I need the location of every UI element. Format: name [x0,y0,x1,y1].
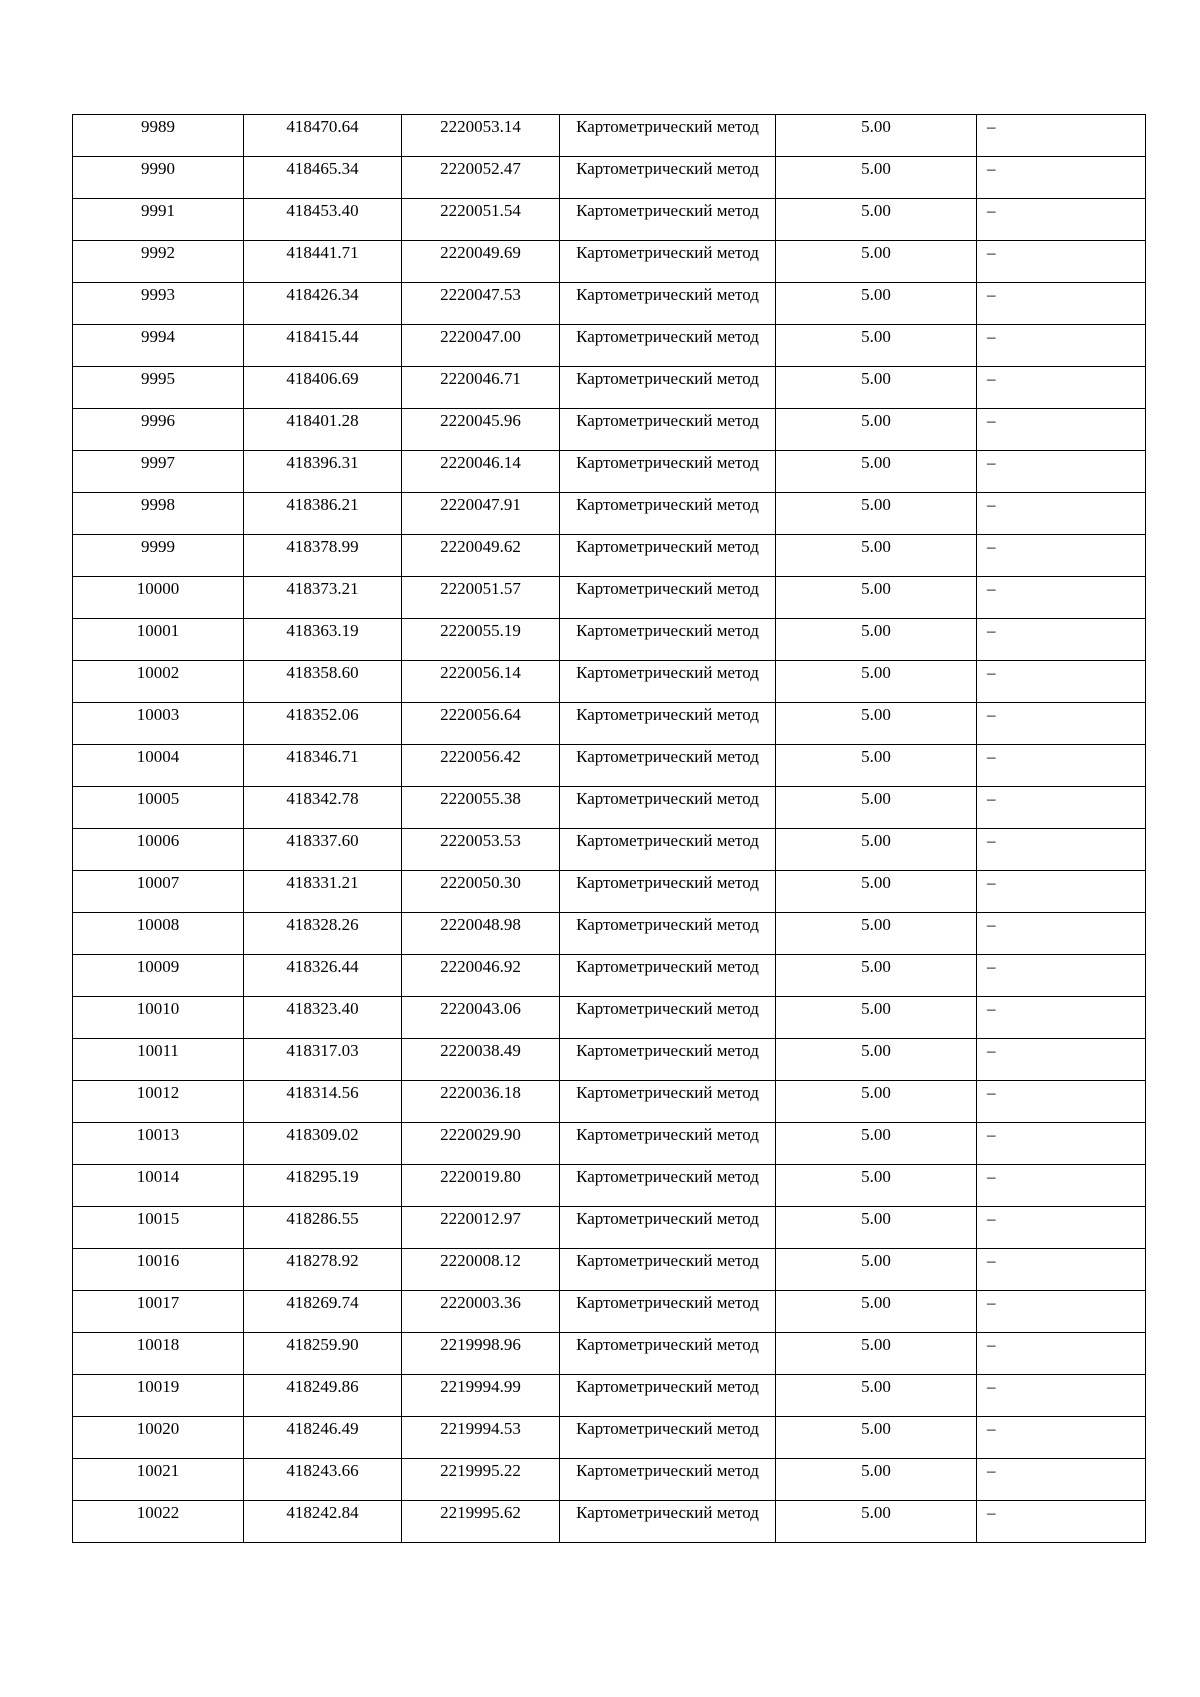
method-cell: Картометрический метод [560,1501,776,1543]
table-row [73,703,1146,745]
point-number-cell: 10020 [73,1417,244,1459]
x-coordinate-cell: 418373.21 [244,577,402,619]
accuracy-cell: 5.00 [776,1039,977,1081]
accuracy-cell: 5.00 [776,1333,977,1375]
note-cell: – [977,1081,1146,1123]
table-row [73,745,1146,787]
point-number-cell: 9995 [73,367,244,409]
table-row [73,1165,1146,1207]
y-coordinate-cell: 2220053.14 [402,115,560,157]
table-row [73,199,1146,241]
y-coordinate-cell: 2219998.96 [402,1333,560,1375]
x-coordinate-cell: 418269.74 [244,1291,402,1333]
method-cell: Картометрический метод [560,703,776,745]
table-row [73,1291,1146,1333]
y-coordinate-cell: 2220050.30 [402,871,560,913]
table-row [73,661,1146,703]
y-coordinate-cell: 2219994.99 [402,1375,560,1417]
table-row [73,577,1146,619]
point-number-cell: 10017 [73,1291,244,1333]
x-coordinate-cell: 418378.99 [244,535,402,577]
x-coordinate-cell: 418342.78 [244,787,402,829]
x-coordinate-cell: 418346.71 [244,745,402,787]
x-coordinate-cell: 418331.21 [244,871,402,913]
table-row [73,787,1146,829]
table-row [73,1249,1146,1291]
point-number-cell: 10016 [73,1249,244,1291]
table-row [73,829,1146,871]
point-number-cell: 10022 [73,1501,244,1543]
point-number-cell: 10001 [73,619,244,661]
accuracy-cell: 5.00 [776,787,977,829]
x-coordinate-cell: 418465.34 [244,157,402,199]
point-number-cell: 9998 [73,493,244,535]
y-coordinate-cell: 2220055.19 [402,619,560,661]
method-cell: Картометрический метод [560,871,776,913]
point-number-cell: 9993 [73,283,244,325]
x-coordinate-cell: 418323.40 [244,997,402,1039]
note-cell: – [977,1459,1146,1501]
method-cell: Картометрический метод [560,829,776,871]
accuracy-cell: 5.00 [776,1501,977,1543]
accuracy-cell: 5.00 [776,871,977,913]
table-row [73,1459,1146,1501]
x-coordinate-cell: 418352.06 [244,703,402,745]
coordinates-table [72,114,1146,1543]
note-cell: – [977,535,1146,577]
y-coordinate-cell: 2220003.36 [402,1291,560,1333]
method-cell: Картометрический метод [560,1333,776,1375]
table-row [73,409,1146,451]
note-cell: – [977,1291,1146,1333]
point-number-cell: 10000 [73,577,244,619]
y-coordinate-cell: 2219995.62 [402,1501,560,1543]
table-row [73,535,1146,577]
table-row [73,1123,1146,1165]
table-row [73,325,1146,367]
point-number-cell: 10013 [73,1123,244,1165]
note-cell: – [977,1333,1146,1375]
y-coordinate-cell: 2220049.69 [402,241,560,283]
x-coordinate-cell: 418441.71 [244,241,402,283]
point-number-cell: 9992 [73,241,244,283]
x-coordinate-cell: 418337.60 [244,829,402,871]
point-number-cell: 10021 [73,1459,244,1501]
accuracy-cell: 5.00 [776,1081,977,1123]
accuracy-cell: 5.00 [776,283,977,325]
y-coordinate-cell: 2220045.96 [402,409,560,451]
table-row [73,493,1146,535]
accuracy-cell: 5.00 [776,1207,977,1249]
accuracy-cell: 5.00 [776,199,977,241]
accuracy-cell: 5.00 [776,997,977,1039]
y-coordinate-cell: 2220047.00 [402,325,560,367]
accuracy-cell: 5.00 [776,745,977,787]
method-cell: Картометрический метод [560,409,776,451]
accuracy-cell: 5.00 [776,325,977,367]
method-cell: Картометрический метод [560,1417,776,1459]
method-cell: Картометрический метод [560,283,776,325]
method-cell: Картометрический метод [560,745,776,787]
point-number-cell: 9996 [73,409,244,451]
x-coordinate-cell: 418309.02 [244,1123,402,1165]
x-coordinate-cell: 418317.03 [244,1039,402,1081]
note-cell: – [977,283,1146,325]
x-coordinate-cell: 418246.49 [244,1417,402,1459]
note-cell: – [977,619,1146,661]
note-cell: – [977,703,1146,745]
table-row [73,871,1146,913]
method-cell: Картометрический метод [560,199,776,241]
note-cell: – [977,913,1146,955]
accuracy-cell: 5.00 [776,1165,977,1207]
table-row [73,1417,1146,1459]
method-cell: Картометрический метод [560,115,776,157]
x-coordinate-cell: 418328.26 [244,913,402,955]
x-coordinate-cell: 418286.55 [244,1207,402,1249]
y-coordinate-cell: 2220029.90 [402,1123,560,1165]
point-number-cell: 9989 [73,115,244,157]
note-cell: – [977,745,1146,787]
method-cell: Картометрический метод [560,1165,776,1207]
accuracy-cell: 5.00 [776,451,977,493]
point-number-cell: 10014 [73,1165,244,1207]
accuracy-cell: 5.00 [776,1459,977,1501]
accuracy-cell: 5.00 [776,115,977,157]
note-cell: – [977,493,1146,535]
method-cell: Картометрический метод [560,1081,776,1123]
y-coordinate-cell: 2220056.64 [402,703,560,745]
point-number-cell: 10011 [73,1039,244,1081]
x-coordinate-cell: 418242.84 [244,1501,402,1543]
note-cell: – [977,829,1146,871]
accuracy-cell: 5.00 [776,241,977,283]
point-number-cell: 10018 [73,1333,244,1375]
table-row [73,157,1146,199]
y-coordinate-cell: 2220038.49 [402,1039,560,1081]
y-coordinate-cell: 2220047.53 [402,283,560,325]
note-cell: – [977,997,1146,1039]
method-cell: Картометрический метод [560,1249,776,1291]
table-row [73,1333,1146,1375]
point-number-cell: 10012 [73,1081,244,1123]
point-number-cell: 9990 [73,157,244,199]
accuracy-cell: 5.00 [776,619,977,661]
y-coordinate-cell: 2220051.57 [402,577,560,619]
y-coordinate-cell: 2220047.91 [402,493,560,535]
point-number-cell: 10010 [73,997,244,1039]
y-coordinate-cell: 2220055.38 [402,787,560,829]
y-coordinate-cell: 2220053.53 [402,829,560,871]
accuracy-cell: 5.00 [776,577,977,619]
y-coordinate-cell: 2220008.12 [402,1249,560,1291]
x-coordinate-cell: 418396.31 [244,451,402,493]
method-cell: Картометрический метод [560,1039,776,1081]
method-cell: Картометрический метод [560,1123,776,1165]
accuracy-cell: 5.00 [776,955,977,997]
y-coordinate-cell: 2220036.18 [402,1081,560,1123]
point-number-cell: 9994 [73,325,244,367]
table-row [73,115,1146,157]
point-number-cell: 10002 [73,661,244,703]
note-cell: – [977,577,1146,619]
y-coordinate-cell: 2220046.71 [402,367,560,409]
note-cell: – [977,1501,1146,1543]
accuracy-cell: 5.00 [776,1249,977,1291]
method-cell: Картометрический метод [560,451,776,493]
accuracy-cell: 5.00 [776,703,977,745]
x-coordinate-cell: 418249.86 [244,1375,402,1417]
accuracy-cell: 5.00 [776,1123,977,1165]
x-coordinate-cell: 418415.44 [244,325,402,367]
x-coordinate-cell: 418470.64 [244,115,402,157]
note-cell: – [977,409,1146,451]
method-cell: Картометрический метод [560,1375,776,1417]
point-number-cell: 10007 [73,871,244,913]
note-cell: – [977,871,1146,913]
table-row [73,997,1146,1039]
x-coordinate-cell: 418326.44 [244,955,402,997]
x-coordinate-cell: 418426.34 [244,283,402,325]
note-cell: – [977,325,1146,367]
method-cell: Картометрический метод [560,661,776,703]
y-coordinate-cell: 2220052.47 [402,157,560,199]
method-cell: Картометрический метод [560,241,776,283]
accuracy-cell: 5.00 [776,913,977,955]
note-cell: – [977,199,1146,241]
x-coordinate-cell: 418278.92 [244,1249,402,1291]
y-coordinate-cell: 2220048.98 [402,913,560,955]
note-cell: – [977,661,1146,703]
accuracy-cell: 5.00 [776,157,977,199]
method-cell: Картометрический метод [560,577,776,619]
method-cell: Картометрический метод [560,325,776,367]
method-cell: Картометрический метод [560,787,776,829]
x-coordinate-cell: 418401.28 [244,409,402,451]
table-row [73,1207,1146,1249]
note-cell: – [977,787,1146,829]
y-coordinate-cell: 2219995.22 [402,1459,560,1501]
y-coordinate-cell: 2220046.14 [402,451,560,493]
point-number-cell: 10003 [73,703,244,745]
y-coordinate-cell: 2220043.06 [402,997,560,1039]
table-row [73,1081,1146,1123]
table-row [73,1501,1146,1543]
note-cell: – [977,1207,1146,1249]
note-cell: – [977,157,1146,199]
point-number-cell: 10008 [73,913,244,955]
method-cell: Картометрический метод [560,997,776,1039]
y-coordinate-cell: 2220019.80 [402,1165,560,1207]
method-cell: Картометрический метод [560,619,776,661]
table-row [73,619,1146,661]
note-cell: – [977,1417,1146,1459]
accuracy-cell: 5.00 [776,1417,977,1459]
note-cell: – [977,367,1146,409]
accuracy-cell: 5.00 [776,661,977,703]
table-row [73,1375,1146,1417]
point-number-cell: 9991 [73,199,244,241]
coordinates-table-body [73,115,1146,1543]
method-cell: Картометрический метод [560,535,776,577]
y-coordinate-cell: 2220046.92 [402,955,560,997]
y-coordinate-cell: 2220012.97 [402,1207,560,1249]
accuracy-cell: 5.00 [776,829,977,871]
x-coordinate-cell: 418406.69 [244,367,402,409]
point-number-cell: 9999 [73,535,244,577]
method-cell: Картометрический метод [560,493,776,535]
x-coordinate-cell: 418295.19 [244,1165,402,1207]
point-number-cell: 10015 [73,1207,244,1249]
x-coordinate-cell: 418358.60 [244,661,402,703]
x-coordinate-cell: 418243.66 [244,1459,402,1501]
accuracy-cell: 5.00 [776,1291,977,1333]
table-row [73,283,1146,325]
accuracy-cell: 5.00 [776,493,977,535]
point-number-cell: 9997 [73,451,244,493]
x-coordinate-cell: 418314.56 [244,1081,402,1123]
note-cell: – [977,955,1146,997]
y-coordinate-cell: 2220056.42 [402,745,560,787]
note-cell: – [977,115,1146,157]
y-coordinate-cell: 2219994.53 [402,1417,560,1459]
point-number-cell: 10006 [73,829,244,871]
method-cell: Картометрический метод [560,1459,776,1501]
method-cell: Картометрический метод [560,367,776,409]
x-coordinate-cell: 418363.19 [244,619,402,661]
note-cell: – [977,1165,1146,1207]
table-row [73,1039,1146,1081]
note-cell: – [977,241,1146,283]
method-cell: Картометрический метод [560,1291,776,1333]
accuracy-cell: 5.00 [776,367,977,409]
method-cell: Картометрический метод [560,1207,776,1249]
accuracy-cell: 5.00 [776,409,977,451]
x-coordinate-cell: 418453.40 [244,199,402,241]
y-coordinate-cell: 2220056.14 [402,661,560,703]
table-row [73,367,1146,409]
accuracy-cell: 5.00 [776,1375,977,1417]
method-cell: Картометрический метод [560,157,776,199]
accuracy-cell: 5.00 [776,535,977,577]
note-cell: – [977,1123,1146,1165]
table-row [73,241,1146,283]
x-coordinate-cell: 418386.21 [244,493,402,535]
method-cell: Картометрический метод [560,913,776,955]
y-coordinate-cell: 2220051.54 [402,199,560,241]
method-cell: Картометрический метод [560,955,776,997]
point-number-cell: 10009 [73,955,244,997]
table-row [73,451,1146,493]
point-number-cell: 10005 [73,787,244,829]
note-cell: – [977,1039,1146,1081]
table-row [73,955,1146,997]
note-cell: – [977,1249,1146,1291]
x-coordinate-cell: 418259.90 [244,1333,402,1375]
point-number-cell: 10019 [73,1375,244,1417]
note-cell: – [977,451,1146,493]
y-coordinate-cell: 2220049.62 [402,535,560,577]
note-cell: – [977,1375,1146,1417]
table-row [73,913,1146,955]
point-number-cell: 10004 [73,745,244,787]
